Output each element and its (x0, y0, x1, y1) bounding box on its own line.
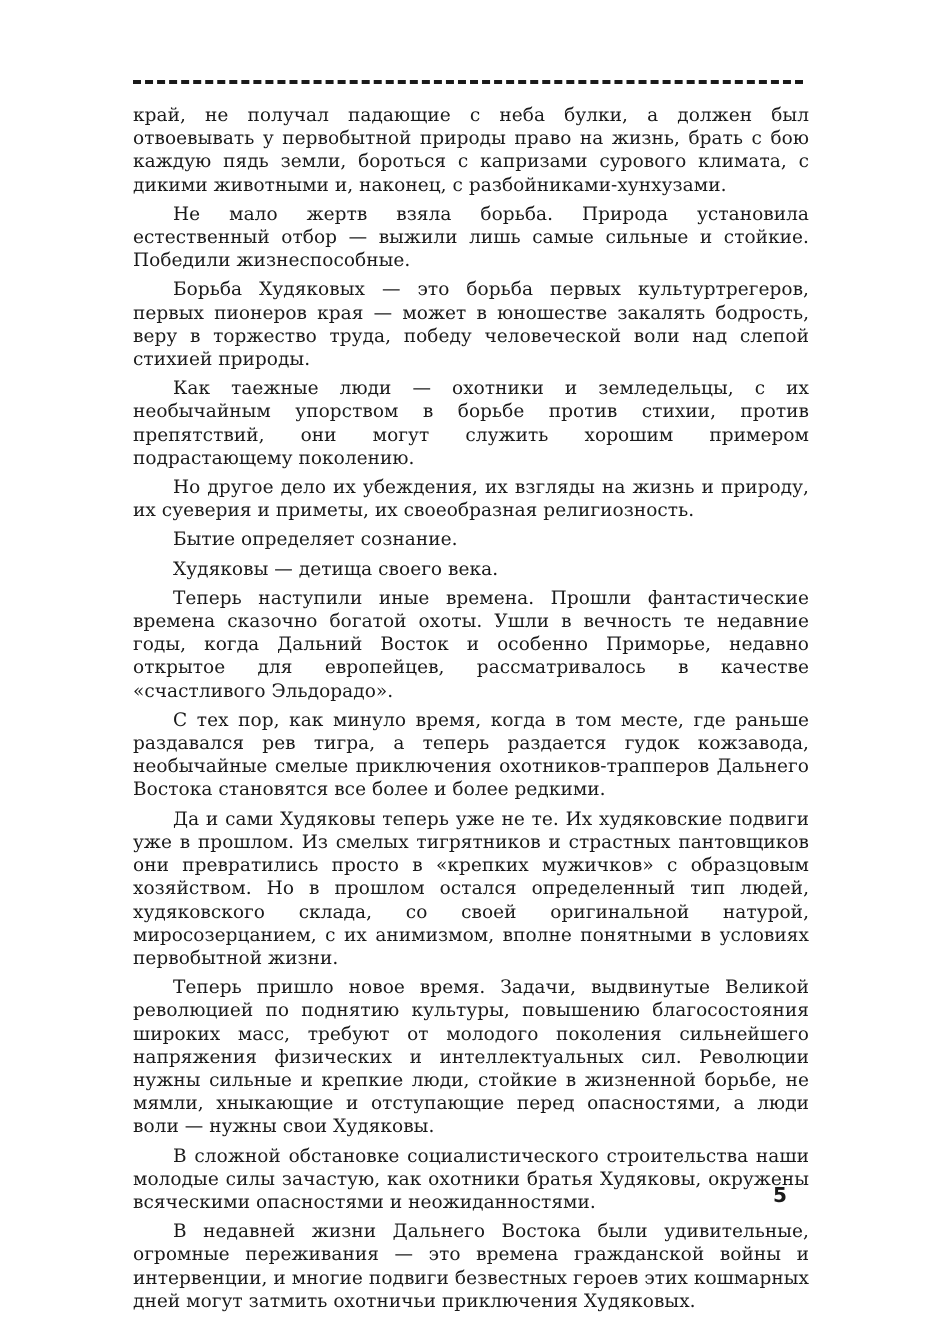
page-number: 5 (773, 1183, 787, 1207)
paragraph: В недавней жизни Дальнего Востока были удивительные, огромные переживания — это времена гражданской войны и интервенции, и многие подвиги безвестных героев этих кошмарных дней могут затмить охотничьи приключения Худяковых. (133, 1221, 809, 1312)
paragraph: Не мало жертв взяла борьба. Природа установила естественный отбор — выжили лишь самые сильные и стойкие. Победили жизнеспособные. (133, 203, 809, 272)
paragraph: Борьба Худяковых — это борьба первых культуртрегеров, первых пионеров края — может в юношестве закалять бодрость, веру в торжество труда, победу человеческой воли над слепой стихией природы. (133, 279, 809, 371)
paragraph: Теперь наступили иные времена. Прошли фантастические времена сказочно богатой охоты. Ушли в вечность те недавние годы, когда Дальний Восток и особенно Приморье, недавно открытое для европейцев, рассматривалось в качестве «счастливого Эльдорадо». (133, 587, 809, 702)
paragraph: Но другое дело их убеждения, их взгляды на жизнь и природу, их суеверия и приметы, их своеобразная религиозность. (133, 477, 809, 522)
paragraph: Худяковы — детища своего века. (173, 558, 499, 580)
paragraph: Теперь пришло новое время. Задачи, выдвинутые Великой революцией по поднятию культуры, повышению благосостояния широких масс, требуют от молодого поколения сильнейшего напряжения физических и интеллектуальных сил. Революции нужны сильные и крепкие люди, стойкие в жизненной борьбе, не мямли, хныкающие и отступающие перед опасностями, а люди воли — нужны свои Худяковы. (133, 977, 809, 1138)
header-dashed-rule (133, 80, 803, 84)
body-text (133, 104, 809, 1319)
paragraph: край, не получал падающие с неба булки, а должен был отвоевывать у первобытной природы право на жизнь, брать с бою каждую пядь земли, бороться с капризами сурового климата, с дикими животными и, наконец, с разбойниками-хунхузами. (133, 105, 809, 196)
paragraph: Да и сами Худяковы теперь уже не те. Их худяковские подвиги уже в прошлом. Из смелых тигрятников и страстных пантовщиков они превратились просто в «крепких мужичков» с образцовым хозяйством. Но в прошлом остался определенный тип людей, худяковского склада, со своей оригинальной натурой, миросозерцанием, с их анимизмом, вполне понятными в условиях первобытной жизни. (133, 808, 809, 969)
paragraph: Бытие определяет сознание. (173, 529, 458, 551)
paragraph: В сложной обстановке социалистического строительства наши молодые силы зачастую, как охотники братья Худяковы, окружены всяческими опасностями и неожиданностями. (133, 1145, 809, 1213)
paragraph: Как таежные люди — охотники и земледельцы, с их необычайным упорством в борьбе против стихии, против препятствий, они могут служить хорошим примером подрастающему поколению. (133, 378, 809, 469)
paragraph: С тех пор, как минуло время, когда в том месте, где раньше раздавался рев тигра, а теперь раздается гудок кожзавода, необычайные смелые приключения охотников-трапперов Дальнего Востока становятся все более и более редкими. (133, 709, 809, 801)
